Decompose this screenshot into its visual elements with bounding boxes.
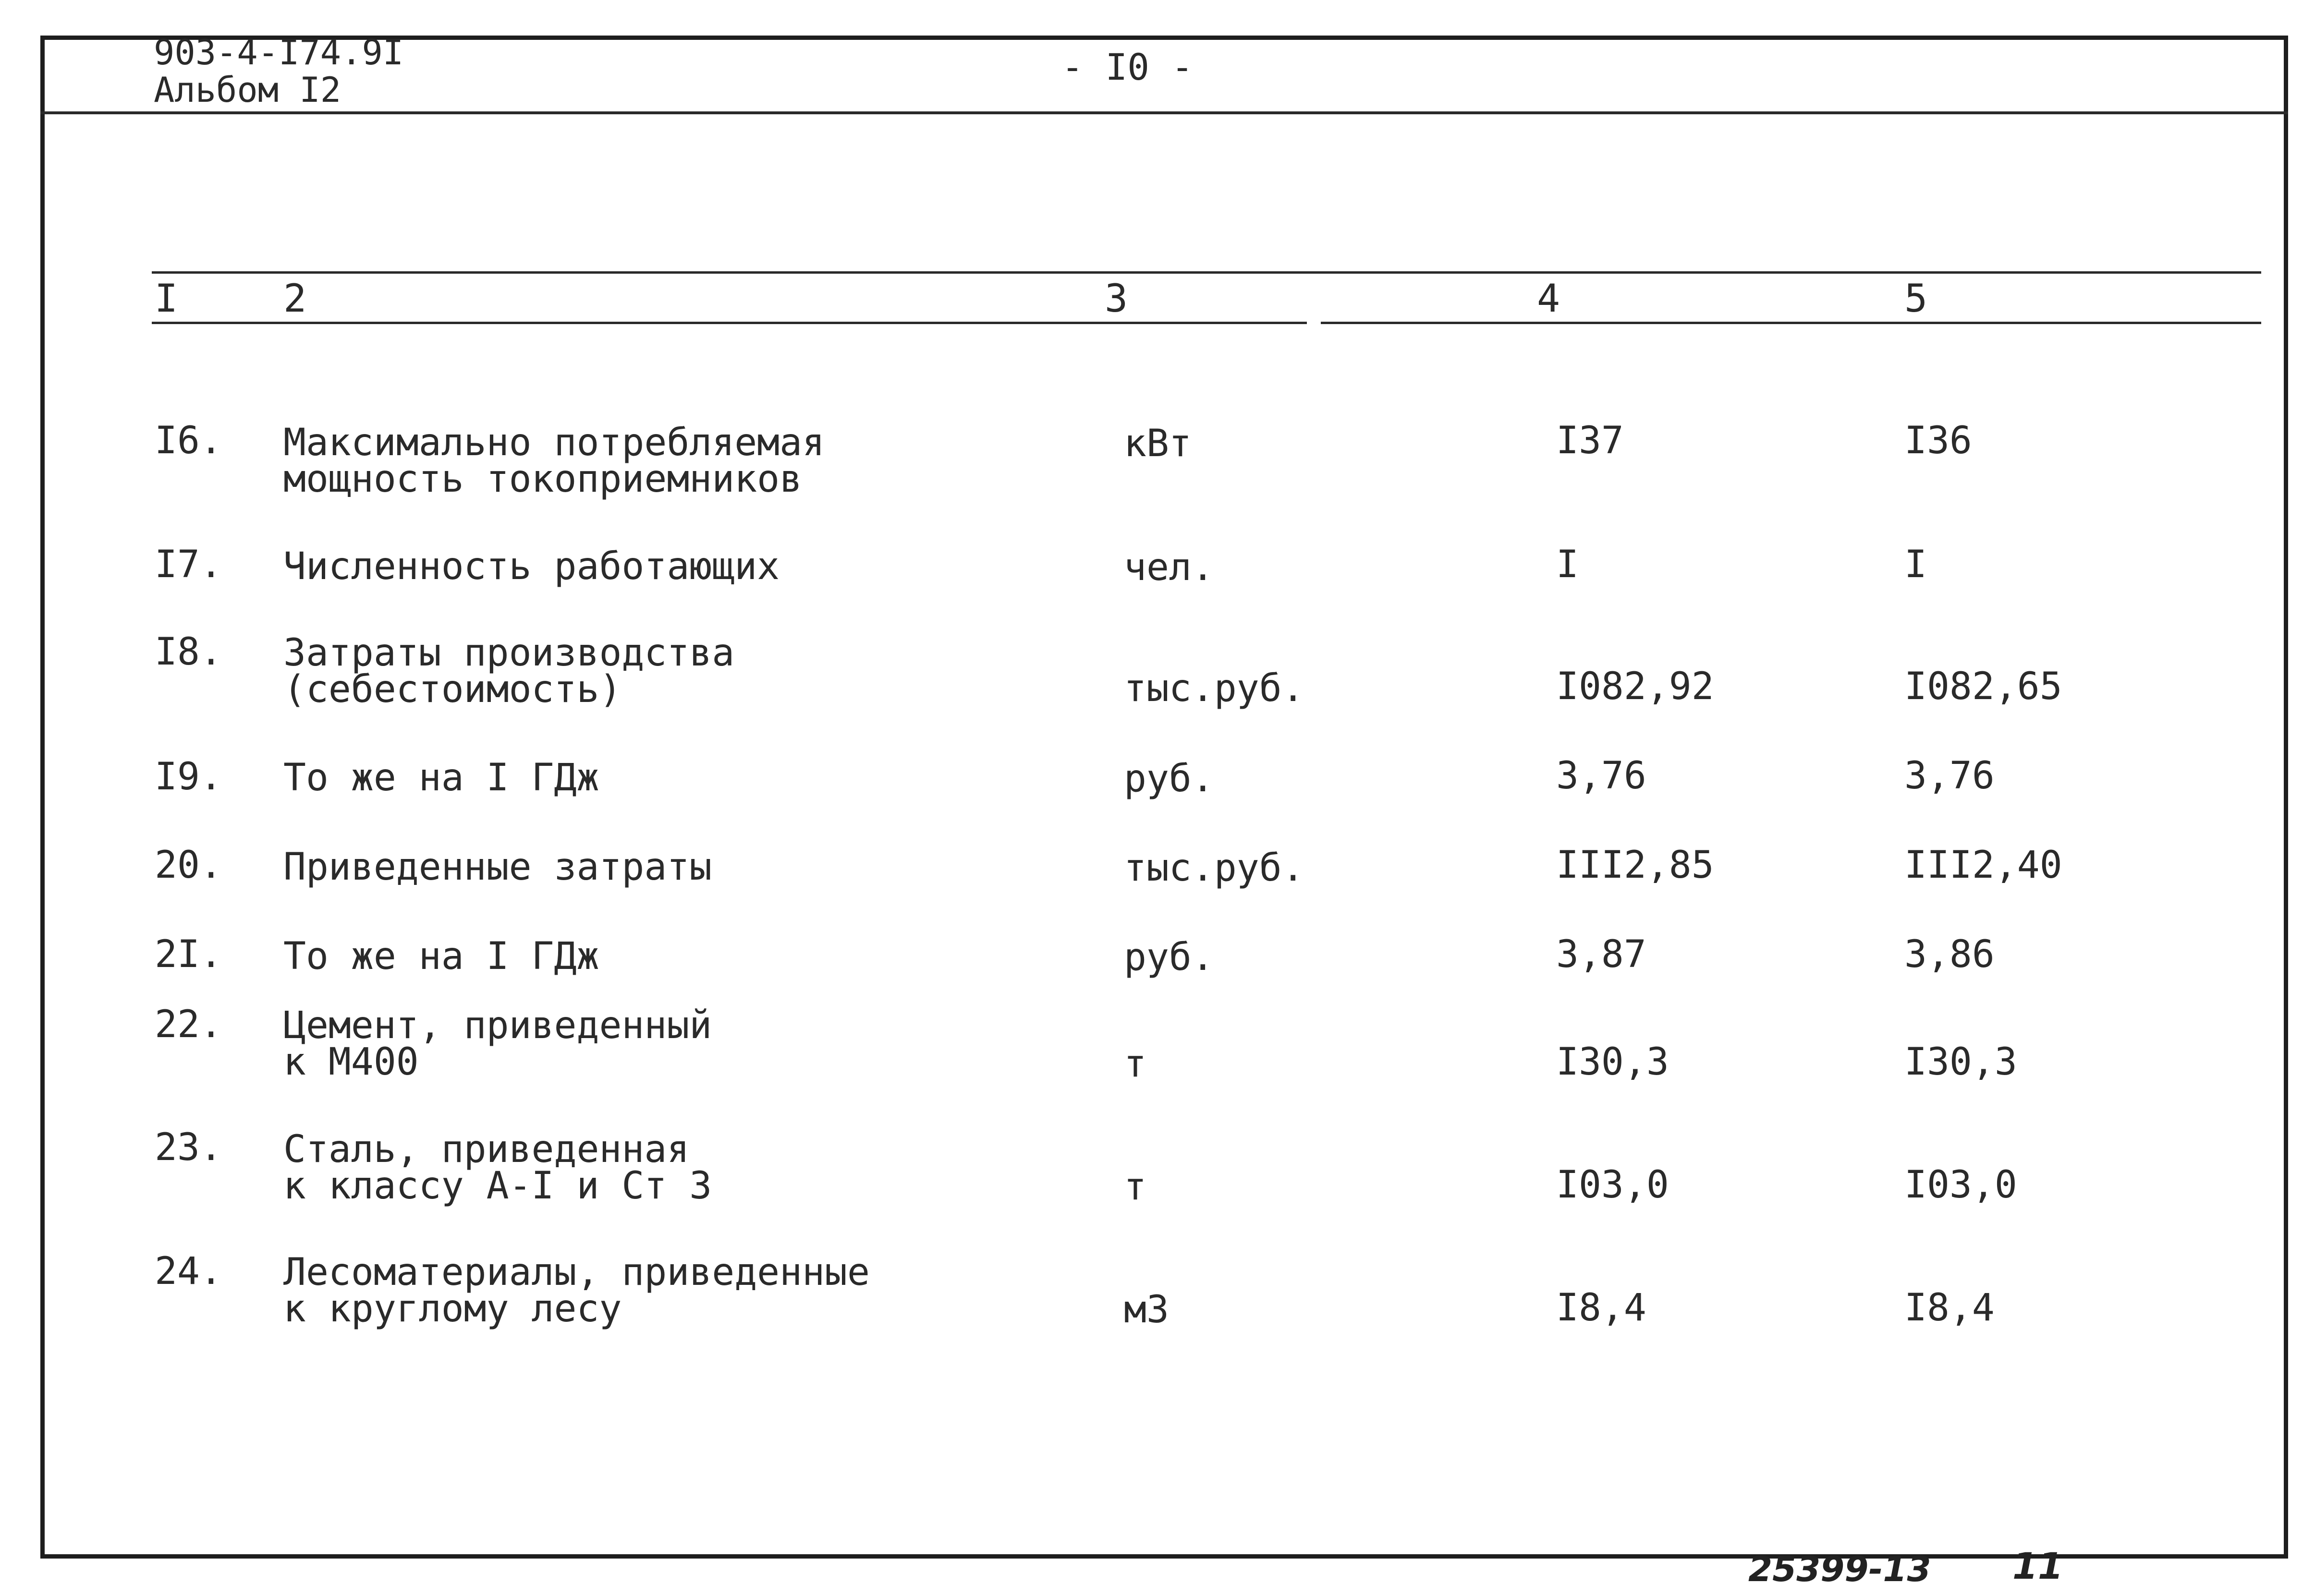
row-number: 2I. bbox=[155, 933, 222, 976]
row-name-line: мощность токоприемников bbox=[283, 458, 803, 501]
row-name bbox=[283, 846, 712, 889]
inventory-code: 25399-13 bbox=[1748, 1549, 1931, 1589]
row-name-line: к М400 bbox=[283, 1040, 419, 1084]
sheet-number: 11 bbox=[2012, 1545, 2063, 1587]
column-header-4: 4 bbox=[1537, 276, 1560, 321]
column-header-1: I bbox=[155, 276, 178, 321]
row-number: 24. bbox=[155, 1250, 222, 1293]
row-name-line: То же на I ГДж bbox=[283, 935, 599, 978]
row-unit: чел. bbox=[1124, 546, 1214, 589]
table-header-rule-right bbox=[1321, 322, 2261, 324]
row-value-col4: 3,76 bbox=[1556, 754, 1646, 798]
row-number: I7. bbox=[155, 543, 222, 586]
header-divider bbox=[40, 111, 2288, 114]
row-value-col5: III2,40 bbox=[1904, 844, 2062, 887]
row-value-col5: 3,76 bbox=[1904, 754, 1995, 798]
row-name bbox=[283, 545, 780, 588]
row-value-col5: 3,86 bbox=[1904, 933, 1995, 976]
row-value-col4: I082,92 bbox=[1556, 665, 1714, 708]
row-value-col5: I082,65 bbox=[1904, 665, 2062, 708]
document-code bbox=[154, 34, 403, 109]
row-number: 22. bbox=[155, 1003, 222, 1046]
row-number: I9. bbox=[155, 755, 222, 798]
column-header-5: 5 bbox=[1904, 276, 1928, 321]
row-number: 20. bbox=[155, 844, 222, 887]
row-name bbox=[283, 756, 599, 799]
row-name-line: Затраты производства bbox=[283, 631, 735, 675]
row-value-col5: I36 bbox=[1904, 419, 1972, 462]
row-name-line: Лесоматериалы, приведенные bbox=[283, 1251, 870, 1294]
row-name bbox=[283, 1251, 870, 1330]
row-name bbox=[283, 421, 825, 501]
column-header-3: 3 bbox=[1105, 276, 1128, 321]
row-name-line: (себестоимость) bbox=[283, 668, 622, 711]
row-unit: тыс.руб. bbox=[1124, 846, 1304, 890]
table-top-rule bbox=[152, 271, 2261, 274]
row-unit: т bbox=[1124, 1165, 1146, 1209]
row-unit: тыс.руб. bbox=[1124, 667, 1304, 710]
row-value-col4: III2,85 bbox=[1556, 844, 1714, 887]
row-name-line: То же на I ГДж bbox=[283, 756, 599, 799]
row-value-col4: I30,3 bbox=[1556, 1040, 1669, 1084]
row-value-col4: I03,0 bbox=[1556, 1163, 1669, 1207]
row-value-col4: I8,4 bbox=[1556, 1286, 1646, 1330]
row-unit: м3 bbox=[1124, 1288, 1169, 1331]
row-name-line: к классу А-I и Ст 3 bbox=[283, 1164, 712, 1208]
row-name-line: Приведенные затраты bbox=[283, 846, 712, 889]
row-name bbox=[283, 1128, 712, 1208]
row-value-col4: I bbox=[1556, 543, 1579, 586]
document-code-line1: 903-4-I74.9I bbox=[154, 32, 404, 73]
row-value-col4: 3,87 bbox=[1556, 933, 1646, 976]
row-value-col5: I30,3 bbox=[1904, 1040, 2017, 1084]
row-number: 23. bbox=[155, 1126, 222, 1169]
row-number: I8. bbox=[155, 630, 222, 674]
row-name-line: к круглому лесу bbox=[283, 1287, 622, 1330]
table-header-rule-left bbox=[152, 322, 1307, 324]
row-value-col4: I37 bbox=[1556, 419, 1624, 462]
row-value-col5: I8,4 bbox=[1904, 1286, 1995, 1330]
row-number: I6. bbox=[155, 419, 222, 462]
row-unit: кВт bbox=[1124, 422, 1192, 465]
row-unit: руб. bbox=[1124, 757, 1214, 800]
row-value-col5: I bbox=[1904, 543, 1927, 586]
row-name-line: Численность работающих bbox=[283, 545, 780, 588]
row-name bbox=[283, 1004, 712, 1084]
column-header-2: 2 bbox=[283, 276, 307, 321]
row-name bbox=[283, 935, 599, 978]
row-name bbox=[283, 631, 735, 711]
row-value-col5: I03,0 bbox=[1904, 1163, 2017, 1207]
row-unit: руб. bbox=[1124, 936, 1214, 979]
row-name-line: Цемент, приведенный bbox=[283, 1004, 712, 1047]
row-unit: т bbox=[1124, 1042, 1146, 1086]
row-name-line: Максимально потребляемая bbox=[283, 421, 825, 464]
page-number: - I0 - bbox=[1061, 46, 1194, 88]
album-label: Альбом I2 bbox=[154, 70, 341, 110]
row-name-line: Сталь, приведенная bbox=[283, 1128, 690, 1171]
